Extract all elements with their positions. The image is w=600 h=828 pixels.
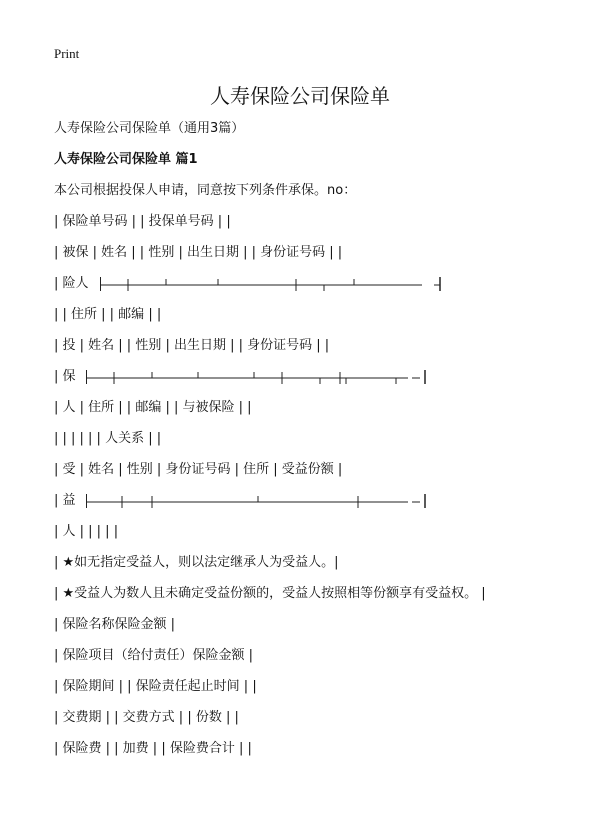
form-row: | 保险期间 | | 保险责任起止时间 | | <box>54 679 257 694</box>
form-row: | 受 | 姓名 | 性别 | 身份证号码 | 住所 | 受益份额 | <box>54 462 343 477</box>
form-row: | 保险名称保险金额 | <box>54 617 176 632</box>
form-rule-line <box>86 368 436 386</box>
form-row: | 被保 | 姓名 | | 性别 | 出生日期 | | 身份证号码 | | <box>54 245 343 260</box>
section-heading: 人寿保险公司保险单 篇1 <box>54 152 198 167</box>
form-row: | 保险项目（给付责任）保险金额 | <box>54 648 254 663</box>
print-label: Print <box>54 46 80 61</box>
form-row: | 益 <box>54 493 76 508</box>
form-row: | 人 | | | | | <box>54 524 119 539</box>
form-row: | ★如无指定受益人，则以法定继承人为受益人。| <box>54 555 339 570</box>
document-title: 人寿保险公司保险单 <box>210 84 390 108</box>
document-subtitle: 人寿保险公司保险单（通用3篇） <box>54 121 245 136</box>
form-row: | | | | | | 人关系 | | <box>54 431 162 446</box>
intro-paragraph: 本公司根据投保人申请，同意按下列条件承保。no： <box>54 183 357 198</box>
form-row: | 人 | 住所 | | 邮编 | | 与被保险 | | <box>54 400 252 415</box>
form-row: | 保险费 | | 加费 | | 保险费合计 | | <box>54 741 252 756</box>
form-row: | 交费期 | | 交费方式 | | 份数 | | <box>54 710 239 725</box>
form-row: | 保 <box>54 369 76 384</box>
form-row: | ★受益人为数人且未确定受益份额的，受益人按照相等份额享有受益权。 | <box>54 586 486 601</box>
form-rule-line <box>100 275 450 293</box>
form-row: | 投 | 姓名 | | 性别 | 出生日期 | | 身份证号码 | | <box>54 338 330 353</box>
form-row: | 保险单号码 | | 投保单号码 | | <box>54 214 231 229</box>
form-rule-line <box>86 492 436 510</box>
form-row: | 险人 <box>54 276 89 291</box>
form-row: | | 住所 | | 邮编 | | <box>54 307 162 322</box>
